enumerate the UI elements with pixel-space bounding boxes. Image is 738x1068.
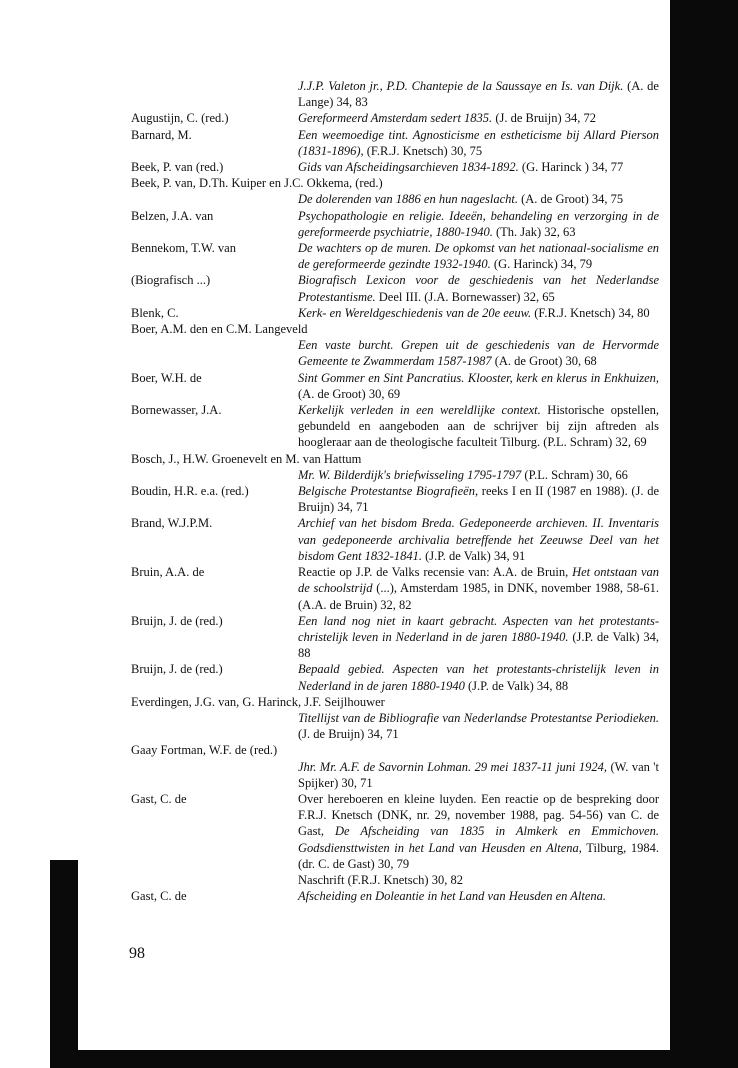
- entry-title: Archief van het bisdom Breda. Gedeponeerde archieven. II. Inventaris van gedeponeerde archivalia betreffende het Zeeuwse Deel van het bisdom Gent 1832-1841.: [298, 516, 659, 563]
- entry-author: Bruijn, J. de (red.): [131, 613, 223, 628]
- entry-title: De Afscheiding van 1835 in Almkerk en Emmichoven. Godsdiensttwisten in het Land van Heusden en Altena,: [298, 824, 659, 855]
- entry-author: Bruijn, J. de (red.): [131, 662, 223, 677]
- entry-title: Het ontstaan van de schoolstrijd: [298, 565, 659, 596]
- page-number: 98: [129, 945, 145, 962]
- entry-title: Belgische Protestantse Biografieën,: [298, 484, 479, 499]
- entry-reviewer: (J. de Bruijn) 34, 72: [492, 111, 596, 126]
- entry-reviewer: Tilburg, 1984. (dr. C. de Gast) 30, 79: [298, 840, 660, 871]
- entry-reviewer: (G. Harinck) 34, 79: [490, 257, 593, 272]
- scan-border-bottom: [50, 1050, 738, 1068]
- entry-reviewer: (G. Harinck ) 34, 77: [518, 160, 624, 175]
- entry-reviewer: (A. de Groot) 34, 75: [517, 192, 624, 207]
- entry-author: Bornewasser, J.A.: [131, 403, 222, 418]
- index-entry: [131, 402, 659, 451]
- entry-postscript: Naschrift (F.R.J. Knetsch) 30, 82: [298, 872, 463, 887]
- index-list: [131, 78, 659, 904]
- index-entry: [131, 272, 659, 304]
- entry-title: Biografisch Lexicon voor de geschiedenis van het Nederlandse Protestantisme.: [298, 273, 659, 304]
- entry-reviewer: (A. de Groot) 30, 69: [298, 386, 401, 401]
- index-entry: [131, 613, 659, 662]
- entry-author: Bennekom, T.W. van: [131, 241, 236, 256]
- entry-title: Een land nog niet in kaart gebracht. Aspecten van het protestants-christelijk leven in Nederland in de jaren 1880-1940.: [298, 613, 659, 644]
- entry-author: Augustijn, C. (red.): [131, 111, 229, 126]
- index-entry: [131, 127, 659, 159]
- entry-title: Kerk- en Wereldgeschiedenis van de 20e eeuw.: [298, 305, 532, 320]
- entry-title: Een weemoedige tint. Agnosticisme en estheticisme bij Allard Pierson (1831-1896),: [298, 127, 659, 158]
- entry-title: Gereformeerd Amsterdam sedert 1835.: [298, 111, 493, 126]
- index-entry: [131, 159, 659, 175]
- entry-title: Sint Gommer en Sint Pancratius. Klooster, kerk en klerus in Enkhuizen,: [298, 370, 659, 385]
- index-entry: [131, 483, 659, 515]
- entry-author: Barnard, M.: [131, 127, 192, 142]
- index-entry: [131, 370, 659, 402]
- index-entry: [131, 694, 659, 743]
- entry-reviewer: (F.R.J. Knetsch) 34, 80: [531, 305, 650, 320]
- entry-title: Een vaste burcht. Grepen uit de geschiedenis van de Hervormde Gemeente te Zwammerdam 1587-1987: [298, 338, 659, 369]
- index-entry: [131, 515, 659, 564]
- entry-title: Afscheiding en Doleantie in het Land van Heusden en Altena.: [298, 889, 607, 904]
- entry-author: Boer, A.M. den en C.M. Langeveld: [131, 322, 308, 337]
- index-entry: [131, 240, 659, 272]
- entry-reviewer: (P.L. Schram) 30, 66: [521, 467, 628, 482]
- entry-prefix: Reactie op J.P. de Valks recensie van: A.A. de Bruin,: [298, 565, 573, 580]
- entry-title: Gids van Afscheidingsarchieven 1834-1892.: [298, 160, 519, 175]
- entry-reviewer: (A. de Lange) 34, 83: [298, 79, 659, 110]
- entry-author: Beek, P. van, D.Th. Kuiper en J.C. Okkema, (red.): [131, 176, 383, 191]
- index-entry: [131, 564, 659, 613]
- scan-border-left: [50, 860, 78, 1068]
- index-entry: [131, 110, 659, 126]
- entry-author: Boer, W.H. de: [131, 370, 202, 385]
- entry-author: Beek, P. van (red.): [131, 160, 224, 175]
- index-entry: [131, 78, 659, 110]
- entry-reviewer: (J.P. de Valk) 34, 91: [421, 548, 526, 563]
- entry-title: Jhr. Mr. A.F. de Savornin Lohman. 29 mei 1837-11 juni 1924,: [298, 759, 608, 774]
- entry-reviewer: (...), Amsterdam 1985, in DNK, november 1988, 58-61. (A.A. de Bruin) 32, 82: [298, 581, 659, 612]
- entry-reviewer: (A. de Groot) 30, 68: [491, 354, 597, 369]
- entry-title: De dolerenden van 1886 en hun nageslacht.: [298, 192, 518, 207]
- index-entry: [131, 661, 659, 693]
- entry-author: Blenk, C.: [131, 305, 179, 320]
- entry-author: Bosch, J., H.W. Groenevelt en M. van Hattum: [131, 451, 362, 466]
- entry-reviewer: Deel III. (J.A. Bornewasser) 32, 65: [375, 289, 555, 304]
- entry-reviewer: (J.P. de Valk) 34, 88: [464, 678, 569, 693]
- entry-author: Everdingen, J.G. van, G. Harinck, J.F. Seijlhouwer: [131, 694, 385, 709]
- entry-title: Bepaald gebied. Aspecten van het protestants-christelijk leven in Nederland in de jaren 1880-1940: [298, 662, 659, 693]
- index-entry: [131, 888, 659, 904]
- scan-border-right: [670, 0, 738, 1068]
- index-entry: [131, 321, 659, 370]
- entry-reviewer: reeks I en II (1987 en 1988). (J. de Bruijn) 34, 71: [298, 484, 660, 515]
- index-entry: [131, 742, 659, 791]
- index-entry: [131, 305, 659, 321]
- entry-reviewer: Historische opstellen, gebundeld en aangeboden aan de schrijver bij zijn aftreden als hoogleraar aan de theologische faculteit Tilburg. (P.L. Schram) 32, 69: [298, 403, 659, 450]
- entry-author: Gaay Fortman, W.F. de (red.): [131, 743, 278, 758]
- entry-reviewer: (W. van 't Spijker) 30, 71: [298, 759, 659, 790]
- entry-reviewer: (Th. Jak) 32, 63: [492, 224, 576, 239]
- index-entry: [131, 451, 659, 483]
- entry-author: Gast, C. de: [131, 889, 187, 904]
- entry-title: Kerkelijk verleden in een wereldlijke context.: [298, 403, 541, 418]
- entry-author: Boudin, H.R. e.a. (red.): [131, 484, 249, 499]
- index-entry: [131, 208, 659, 240]
- entry-author: Brand, W.J.P.M.: [131, 516, 213, 531]
- entry-reviewer: (J. de Bruijn) 34, 71: [298, 727, 399, 742]
- entry-title: De wachters op de muren. De opkomst van het nationaal-socialisme en de gereformeerde gezindte 1932-1940.: [298, 241, 659, 272]
- entry-author: Bruin, A.A. de: [131, 565, 205, 580]
- entry-title: Psychopathologie en religie. Ideeën, behandeling en verzorging in de gereformeerde psychiatrie, 1880-1940.: [298, 208, 659, 239]
- entry-author: (Biografisch ...): [131, 273, 211, 288]
- entry-reviewer: (J.P. de Valk) 34, 88: [298, 629, 659, 661]
- entry-author: Gast, C. de: [131, 791, 187, 806]
- entry-author: Belzen, J.A. van: [131, 208, 214, 223]
- index-entry: [131, 175, 659, 207]
- index-entry: [131, 791, 659, 888]
- entry-prefix: Over hereboeren en kleine luyden. Een reactie op de bespreking door F.R.J. Knetsch (DNK, nr. 29, november 1988, pag. 54-56) van C. de Gast,: [298, 791, 659, 839]
- entry-title: Mr. W. Bilderdijk's briefwisseling 1795-1797: [298, 467, 522, 482]
- entry-title: Titellijst van de Bibliografie van Nederlandse Protestantse Periodieken.: [298, 710, 659, 725]
- entry-title: J.J.P. Valeton jr., P.D. Chantepie de la Saussaye en Is. van Dijk.: [298, 79, 624, 93]
- entry-reviewer: (F.R.J. Knetsch) 30, 75: [363, 143, 483, 158]
